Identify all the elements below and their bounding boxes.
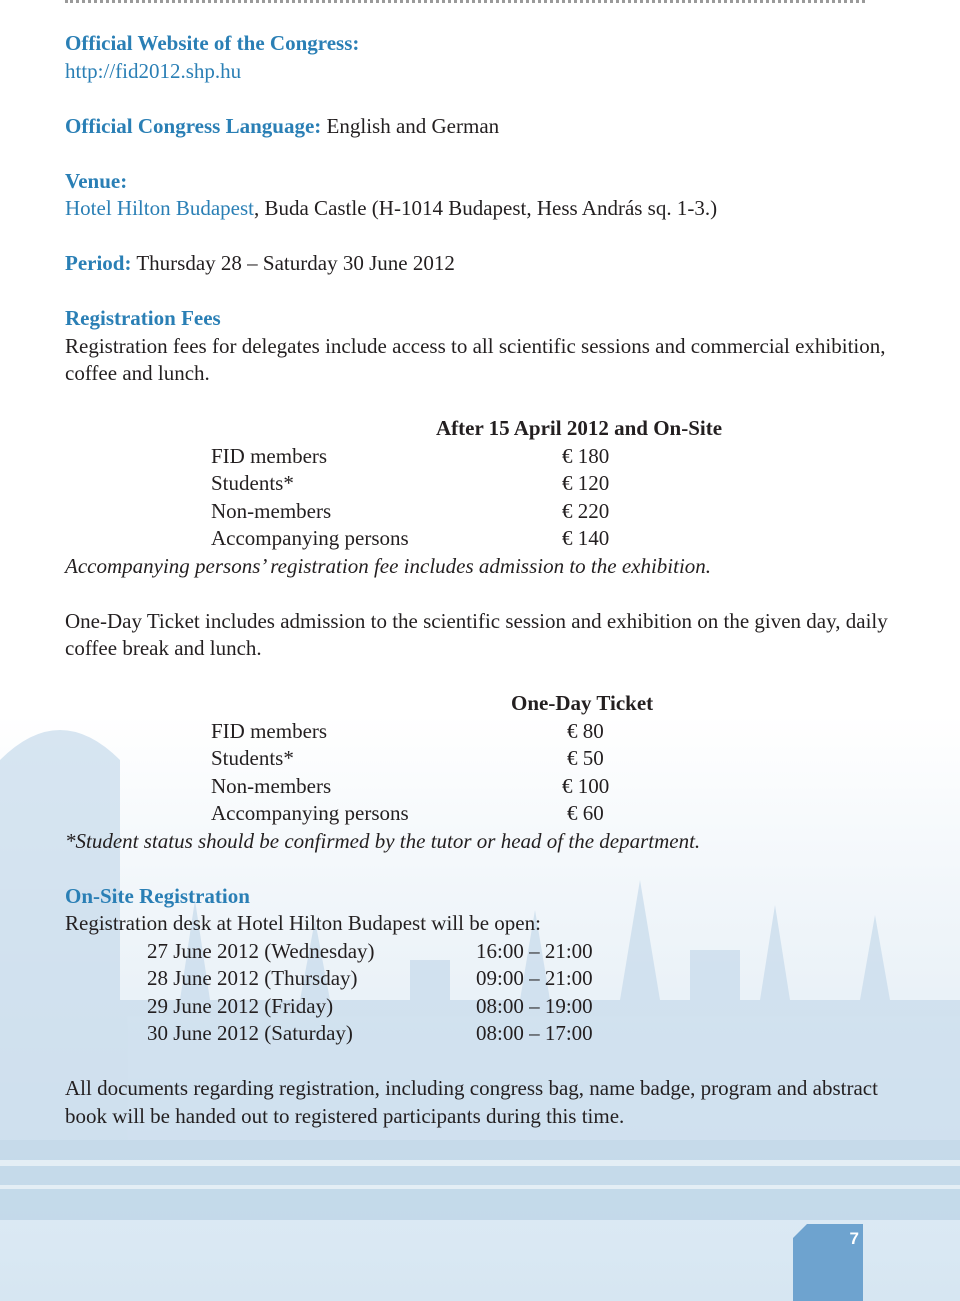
schedule-row [65,938,895,966]
fee-value: € 80 [567,718,604,743]
schedule-time: 16:00 – 21:00 [476,938,593,963]
fee-value: € 60 [567,801,604,825]
fee-value: € 120 [562,471,610,495]
schedule-date: 28 June 2012 (Thursday) [147,966,358,990]
top-dotted-rule [65,0,865,7]
schedule-row [65,993,895,1021]
website-label: Official Website of the Congress: [65,31,360,55]
fees-table2-header: One-Day Ticket [511,691,654,715]
schedule-row [65,1020,895,1048]
fees-table1-note: Accompanying persons’ registration fee includes admission to the exhibition. [65,553,712,578]
language-value: English and German [326,113,500,138]
fee-value: € 180 [562,443,610,468]
venue-line [65,195,895,223]
period-line [65,250,895,278]
schedule-date: 27 June 2012 (Wednesday) [147,938,375,963]
schedule-time: 09:00 – 21:00 [476,966,593,990]
onsite-heading: On-Site Registration [65,883,250,908]
fee-label: Students* [211,471,294,495]
venue-hotel: Hotel Hilton Budapest [65,196,254,220]
schedule-row [65,965,895,993]
onsite-intro: Registration desk at Hotel Hilton Budapest will be open: [65,911,541,935]
fees-table2-note: *Student status should be confirmed by the tutor or head of the department. [65,828,701,853]
fees-table1-header: After 15 April 2012 and On-Site [436,416,723,440]
schedule-time: 08:00 – 17:00 [476,1021,593,1045]
fees-intro: Registration fees for delegates include access to all scientific sessions and commercial exhibition, coffee and lunch. [65,333,886,385]
page-content [65,30,895,1130]
fee-value: € 50 [567,746,604,770]
fee-label: Students* [211,746,294,770]
fee-label: Non-members [211,498,332,523]
schedule-date: 29 June 2012 (Friday) [147,993,334,1018]
fees-heading: Registration Fees [65,306,221,330]
language-label: Official Congress Language: [65,113,322,138]
venue-address: , Buda Castle (H-1014 Budapest, Hess András sq. 1-3.) [253,196,718,220]
table-row [65,470,895,498]
fee-label: Non-members [211,773,332,798]
table-row [65,443,895,471]
table-row [65,525,895,553]
website-url[interactable]: http://fid2012.shp.hu [65,58,242,83]
period-label: Period: [65,251,132,275]
table-row [65,773,895,801]
fee-label: FID members [211,443,328,468]
fee-label: FID members [211,718,328,743]
fee-value: € 220 [562,498,610,523]
oneday-intro: One-Day Ticket includes admission to the scientific session and exhibition on the given day, daily coffee break and lunch. [65,608,888,660]
fee-value: € 140 [562,526,610,550]
period-value: Thursday 28 – Saturday 30 June 2012 [136,251,455,275]
table-row [65,745,895,773]
fee-label: Accompanying persons [211,526,409,550]
venue-label: Venue: [65,168,128,193]
schedule-date: 30 June 2012 (Saturday) [147,1021,353,1045]
table-row [65,800,895,828]
fee-value: € 100 [562,773,610,798]
table-row [65,718,895,746]
page-number: 7 [849,1229,859,1248]
schedule-time: 08:00 – 19:00 [476,993,593,1018]
fee-label: Accompanying persons [211,801,409,825]
onsite-closing: All documents regarding registration, including congress bag, name badge, program and abstract book will be handed out to registered participants during this time. [65,1076,878,1128]
table-row [65,498,895,526]
language-line [65,113,895,141]
